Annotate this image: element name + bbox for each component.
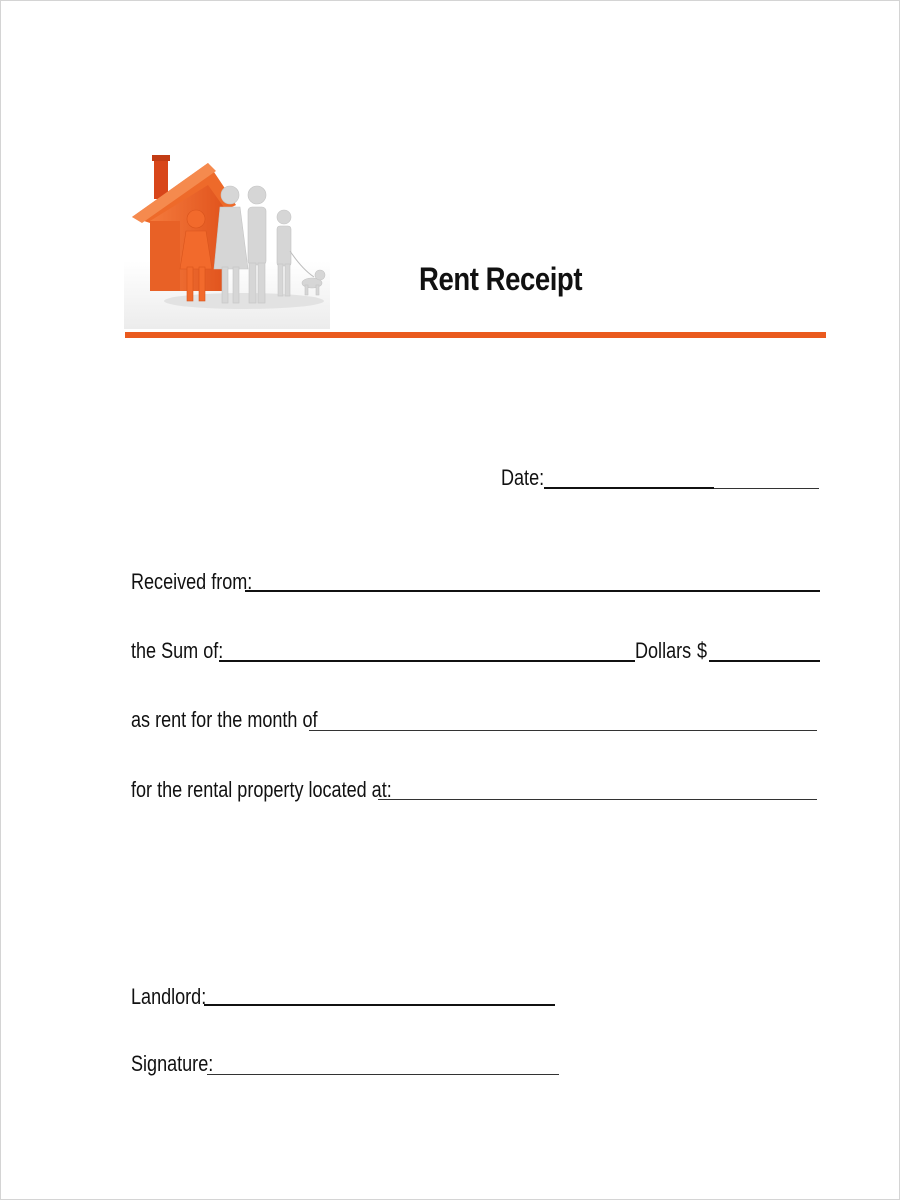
dollars-label: Dollars xyxy=(635,638,692,663)
date-field[interactable] xyxy=(544,487,714,489)
amount-field[interactable] xyxy=(709,660,820,662)
landlord-label: Landlord: xyxy=(131,984,207,1009)
sum-of-label: the Sum of: xyxy=(131,638,224,663)
rent-month-label: as rent for the month of xyxy=(131,707,318,732)
property-address-label: for the rental property located at: xyxy=(131,777,392,802)
property-address-field[interactable] xyxy=(378,799,817,800)
sum-words-field[interactable] xyxy=(219,660,635,662)
rent-month-field[interactable] xyxy=(309,730,817,731)
received-from-label: Received from: xyxy=(131,569,253,594)
header-divider xyxy=(125,332,826,338)
date-label: Date: xyxy=(501,465,545,490)
page-title: Rent Receipt xyxy=(419,261,583,297)
signature-label: Signature: xyxy=(131,1051,214,1076)
signature-field[interactable] xyxy=(207,1074,559,1075)
date-field-extension xyxy=(714,488,819,489)
landlord-field[interactable] xyxy=(204,1004,555,1006)
dollar-sign: $ xyxy=(697,638,708,663)
received-from-field[interactable] xyxy=(245,590,820,592)
house-family-icon xyxy=(124,151,330,329)
